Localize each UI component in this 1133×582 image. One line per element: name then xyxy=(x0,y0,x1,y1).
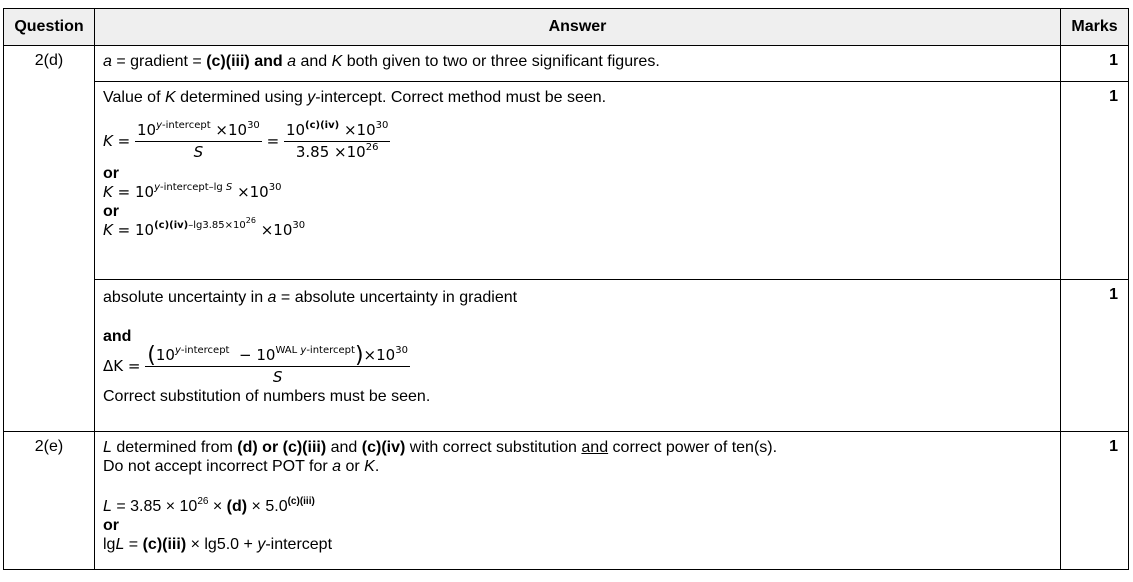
equation-1: K = $\frac{10^{y-intercept} \times 10^{30}}{S}$ = $\frac{10^{(c)(iv)} \times 10^{30}}{3.85 \times 10^{26}}$ xyxy=(103,120,389,161)
table-row xyxy=(4,280,1129,432)
or-label: or xyxy=(103,165,119,182)
text: (c)(iii) and xyxy=(206,53,288,70)
text-line: absolute uncertainty in a = absolute uncertainty in gradient xyxy=(103,289,518,306)
question-cell: 2(d) xyxy=(4,46,95,432)
text: a xyxy=(287,53,296,70)
answer-cell xyxy=(95,46,1061,82)
text: both given to two or three significant figures. xyxy=(342,53,660,70)
header-row xyxy=(4,9,1129,46)
text: a xyxy=(103,53,112,70)
question-cell: 2(e) xyxy=(4,432,95,570)
marks-cell: 1 xyxy=(1061,82,1129,280)
table-row xyxy=(4,82,1129,280)
header-question: Question xyxy=(4,9,95,46)
text-line: Correct substitution of numbers must be seen. xyxy=(103,388,431,405)
table-row xyxy=(4,432,1129,570)
marks-cell: 1 xyxy=(1061,432,1129,570)
text: K xyxy=(331,53,343,70)
equation-3: $K = 10^{(c)(iv)-lg3.85\times 10^{26}} \times 10^{30}$ xyxy=(103,216,306,239)
or-label: or xyxy=(103,203,119,220)
table-row xyxy=(4,46,1129,82)
or-label: or xyxy=(103,517,119,534)
equation-lg-l: lgL = (c)(iii) × lg5.0 + y-intercept xyxy=(103,536,333,553)
text-line: L determined from (d) or (c)(iii) and (c)(iv) with correct substitution and correct power of ten(s). xyxy=(103,439,778,456)
equation-l: $L = 3.85 \times 10^{26} \times (d) \times 5.0^{(c)(iii)}$ xyxy=(103,496,315,515)
text: = gradient = xyxy=(111,53,207,70)
marks-cell: 1 xyxy=(1061,280,1129,432)
answer-cell xyxy=(95,432,1061,570)
header-answer: Answer xyxy=(95,9,1061,46)
marks-cell: 1 xyxy=(1061,46,1129,82)
answer-cell xyxy=(95,280,1061,432)
text: and xyxy=(296,53,332,70)
header-marks: Marks xyxy=(1061,9,1129,46)
equation-2: $K = 10^{y-intercept-lg S} \times 10^{30}$ xyxy=(103,182,282,201)
mark-scheme-table xyxy=(3,8,1129,570)
and-label: and xyxy=(103,328,132,345)
answer-cell xyxy=(95,82,1061,280)
text-line: Do not accept incorrect POT for a or K. xyxy=(103,458,380,475)
equation-delta-k: ΔK = $\frac{(10^{y-intercept} - 10^{WAL y-intercept})\times 10^{30}}{S}$ xyxy=(103,343,408,386)
text-line: Value of K determined using y-intercept. Correct method must be seen. xyxy=(103,89,607,106)
